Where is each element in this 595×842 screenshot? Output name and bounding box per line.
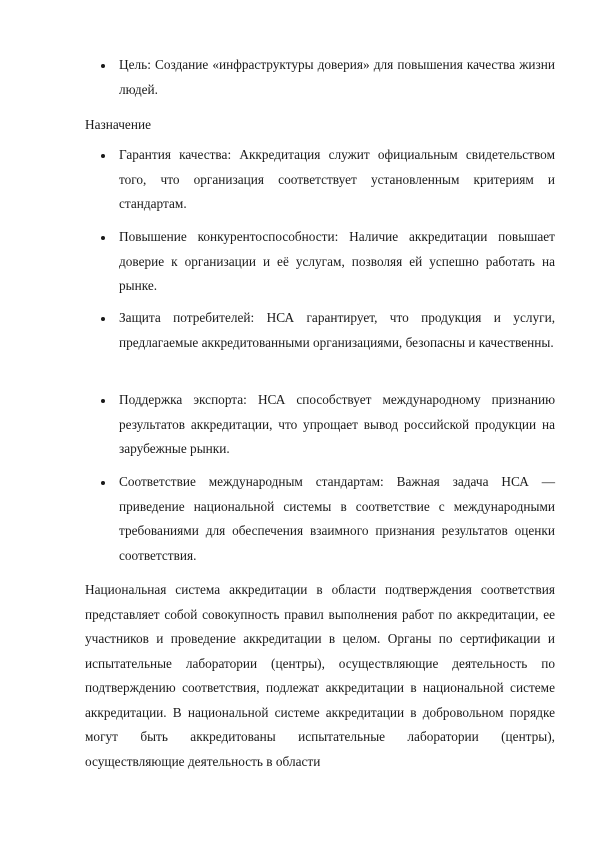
bullet-consumer-protection (119, 306, 555, 355)
bullet-text: Важная задача НСА — приведение национальной системы в соответствие с международными требованиями для обеспечения взаимного признания результатов оценки соответствия. (119, 474, 555, 563)
bullet-dot-icon (101, 399, 105, 403)
bullet-text: Аккредитация служит официальным свидетельством того, что организация соответствует установленным критериям и стандартам. (119, 147, 555, 211)
bullet-goal (119, 53, 555, 102)
bullet-dot-icon (101, 236, 105, 240)
bullet-text: Наличие аккредитации повышает доверие к организации и её услугам, позволяя ей успешно работать на рынке. (119, 229, 555, 293)
bullet-text: Создание «инфраструктуры доверия» для повышения качества жизни людей. (119, 57, 555, 97)
bullet-text: НСА гарантирует, что продукция и услуги, предлагаемые аккредитованными организациями, безопасны и качественны. (119, 310, 556, 350)
section-heading: Назначение (85, 117, 151, 132)
bullet-lead: Гарантия качества: (119, 147, 232, 162)
bullet-competitiveness (119, 225, 555, 299)
bullet-lead: Цель: (119, 57, 151, 72)
bullet-dot-icon (101, 481, 105, 485)
bullet-lead: Поддержка экспорта: (119, 392, 247, 407)
bullet-dot-icon (101, 317, 105, 321)
bullet-lead: Соответствие международным стандартам: (119, 474, 384, 489)
bullet-lead: Защита потребителей: (119, 310, 255, 325)
bullet-export-support (119, 388, 555, 462)
bullet-dot-icon (101, 154, 105, 158)
bullet-lead: Повышение конкурентоспособности: (119, 229, 339, 244)
bullet-international-standards (119, 470, 555, 568)
bullet-text: НСА способствует международному признанию результатов аккредитации, что упрощает вывод российской продукции на зарубежные рынки. (119, 392, 555, 456)
bullet-dot-icon (101, 64, 105, 68)
closing-paragraph: Национальная система аккредитации в области подтверждения соответствия представляет собой совокупность правил выполнения работ по аккредитации, ее участников и проведение аккредитации в целом. Органы по сертификации и испытательные лаборатории (центры), осуществляющие деятельность по подтверждению соответствия, подлежат аккредитации в национальной системе аккредитации. В национальной системе аккредитации в добровольном порядке могут быть аккредитованы испытательные лаборатории (центры), осуществляющие деятельность в области (85, 582, 555, 769)
bullet-quality-guarantee (119, 143, 555, 217)
